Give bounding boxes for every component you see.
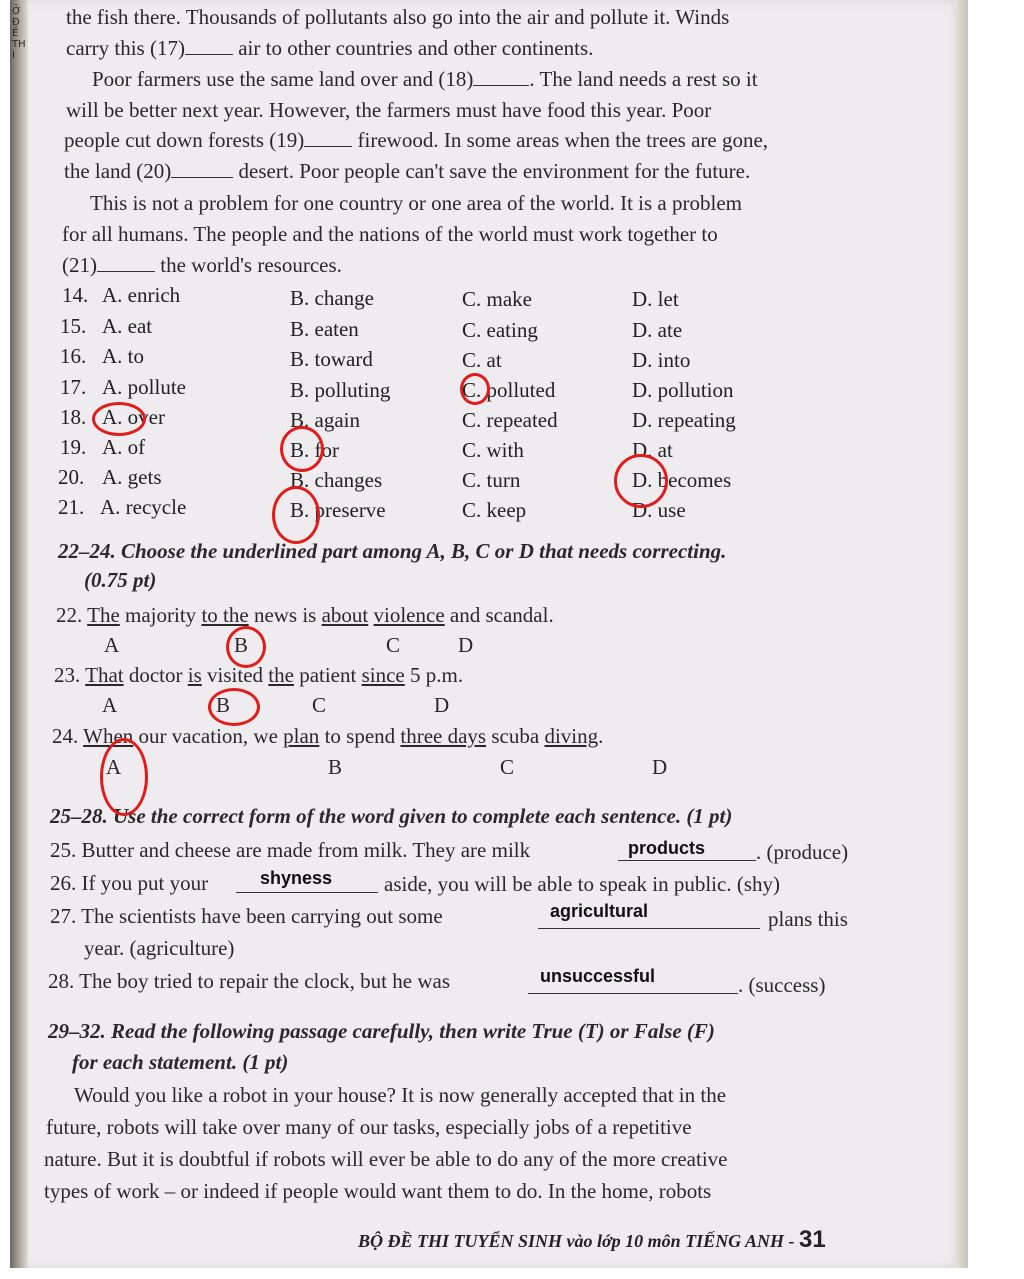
mc-num: 17.	[60, 375, 87, 399]
section-heading-22-24: 22–24. Choose the underlined part among A, B, C or D that needs correcting.	[58, 539, 727, 563]
question-23: 23. That doctor is visited the patient since 5 p.m.	[54, 663, 464, 687]
page-number: 31	[799, 1226, 826, 1253]
passage-line-5: people cut down forests (19) firewood. In some areas when the trees are gone,	[64, 128, 769, 152]
answer-27: agricultural	[550, 901, 649, 921]
mc-num: 21.	[58, 495, 85, 519]
q23-letter-a: A	[102, 693, 118, 717]
q22-letter-a: A	[104, 633, 120, 657]
option-a: A. of	[102, 435, 146, 459]
robot-passage-line-3: nature. But it is doubtful if robots will ever be able to do any of the more creative	[44, 1147, 728, 1171]
option-d: D. at	[632, 438, 673, 462]
q24-letter-a: A	[106, 755, 122, 779]
q23-letter-b: B	[216, 693, 231, 717]
option-d: D. pollution	[632, 378, 734, 402]
option-d: D. into	[632, 348, 691, 372]
option-b: B. polluting	[290, 378, 391, 402]
robot-passage-line-2: future, robots will take over many of our tasks, especially jobs of a repetitive	[46, 1115, 692, 1139]
option-c: C. at	[462, 348, 502, 372]
answer-28: unsuccessful	[540, 966, 656, 986]
passage-line-2: carry this (17) air to other countries and other continents.	[66, 36, 594, 60]
option-d: D. repeating	[632, 408, 736, 432]
answer-line-28	[528, 993, 738, 994]
q23-letter-c: C	[312, 693, 327, 717]
section-points-22-24: (0.75 pt)	[84, 568, 157, 592]
q22-letter-b: B	[234, 633, 249, 657]
option-a: A. pollute	[102, 375, 186, 399]
option-a: A. gets	[102, 465, 162, 489]
answer-line-27	[538, 928, 760, 929]
q24-letter-b: B	[328, 755, 343, 779]
option-c: C. make	[462, 287, 532, 311]
option-c: C. eating	[462, 318, 538, 342]
option-d: D. ate	[632, 318, 683, 342]
section-heading-25-28: 25–28. Use the correct form of the word given to complete each sentence. (1 pt)	[50, 804, 733, 828]
question-22: 22. The majority to the news is about violence and scandal.	[56, 603, 554, 627]
answer-mark-22	[226, 626, 266, 668]
option-b: B. eaten	[290, 317, 359, 341]
answer-line-25	[618, 860, 756, 861]
option-a: A. recycle	[100, 495, 187, 519]
option-c: C. repeated	[462, 408, 558, 432]
section-heading-29-32-cont: for each statement. (1 pt)	[72, 1050, 289, 1074]
question-27: 27. The scientists have been carrying out some	[50, 904, 443, 928]
question-28: 28. The boy tried to repair the clock, but he was	[48, 969, 450, 993]
book-spine	[10, 0, 28, 1268]
passage-line-4: will be better next year. However, the farmers must have food this year. Poor	[66, 98, 712, 122]
passage-line-3: Poor farmers use the same land over and (18) . The land needs a rest so it	[92, 67, 758, 91]
spine-text: Ở ĐỀ THI	[12, 6, 26, 61]
passage-line-7: This is not a problem for one country or one area of the world. It is a problem	[90, 191, 742, 215]
q22-letter-d: D	[458, 633, 474, 657]
q28-hint: . (success)	[738, 973, 826, 997]
q23-letter-d: D	[434, 693, 450, 717]
answer-mark-24	[100, 738, 148, 816]
mc-num: 15.	[60, 314, 87, 338]
robot-passage-line-1: Would you like a robot in your house? It is now generally accepted that in the	[74, 1083, 727, 1107]
option-d: D. use	[632, 498, 686, 522]
question-26: 26. If you put your	[50, 871, 209, 895]
option-c: C. turn	[462, 468, 521, 492]
mc-num: 20.	[58, 465, 85, 489]
option-a: A. enrich	[102, 283, 181, 307]
passage-line-1: the fish there. Thousands of pollutants also go into the air and pollute it. Winds	[66, 5, 730, 29]
question-24: 24. When our vacation, we plan to spend three days scuba diving.	[52, 724, 604, 748]
q26-hint: aside, you will be able to speak in public. (shy)	[384, 872, 780, 896]
q24-letter-d: D	[652, 755, 668, 779]
passage-line-9: (21) the world's resources.	[62, 253, 342, 277]
mc-num: 19.	[60, 435, 87, 459]
option-c: C. polluted	[462, 378, 556, 402]
q27-tail: plans this	[768, 907, 848, 931]
option-c: C. with	[462, 438, 524, 462]
option-a: A. to	[102, 344, 144, 368]
option-c: C. keep	[462, 498, 527, 522]
robot-passage-line-4: types of work – or indeed if people would want them to do. In the home, robots	[44, 1179, 712, 1203]
answer-26: shyness	[260, 868, 333, 888]
option-b: B. change	[290, 286, 374, 310]
answer-line-26	[236, 892, 378, 893]
mc-num: 16.	[60, 344, 87, 368]
answer-mark-20	[614, 454, 668, 508]
q22-letter-c: C	[386, 633, 401, 657]
question-25: 25. Butter and cheese are made from milk. They are milk	[50, 838, 531, 862]
q24-letter-c: C	[500, 755, 515, 779]
mc-num: 14.	[62, 283, 89, 307]
option-b: B. for	[290, 438, 339, 462]
option-a: A. over	[102, 405, 165, 429]
q25-hint: . (produce)	[756, 840, 849, 864]
page-footer: BỘ ĐỀ THI TUYỂN SINH vào lớp 10 môn TIẾNG ANH - 31	[358, 1226, 826, 1253]
answer-25: products	[628, 838, 706, 858]
q27-hint: year. (agriculture)	[84, 936, 235, 960]
mc-num: 18.	[60, 405, 87, 429]
answer-mark-23	[208, 688, 260, 726]
passage-line-8: for all humans. The people and the nations of the world must work together to	[62, 222, 718, 246]
option-b: B. changes	[290, 468, 383, 492]
answer-mark-21	[272, 486, 320, 544]
option-b: B. toward	[290, 347, 373, 371]
answer-mark-18	[92, 402, 146, 436]
section-heading-29-32: 29–32. Read the following passage carefully, then write True (T) or False (F)	[48, 1019, 715, 1043]
option-b: B. again	[290, 408, 360, 432]
answer-mark-17	[460, 373, 490, 405]
option-d: D. let	[632, 287, 679, 311]
answer-mark-19	[280, 426, 324, 472]
option-d: D. becomes	[632, 468, 732, 492]
option-b: B. preserve	[290, 498, 386, 522]
passage-line-6: the land (20) desert. Poor people can't save the environment for the future.	[64, 159, 751, 183]
option-a: A. eat	[102, 314, 153, 338]
